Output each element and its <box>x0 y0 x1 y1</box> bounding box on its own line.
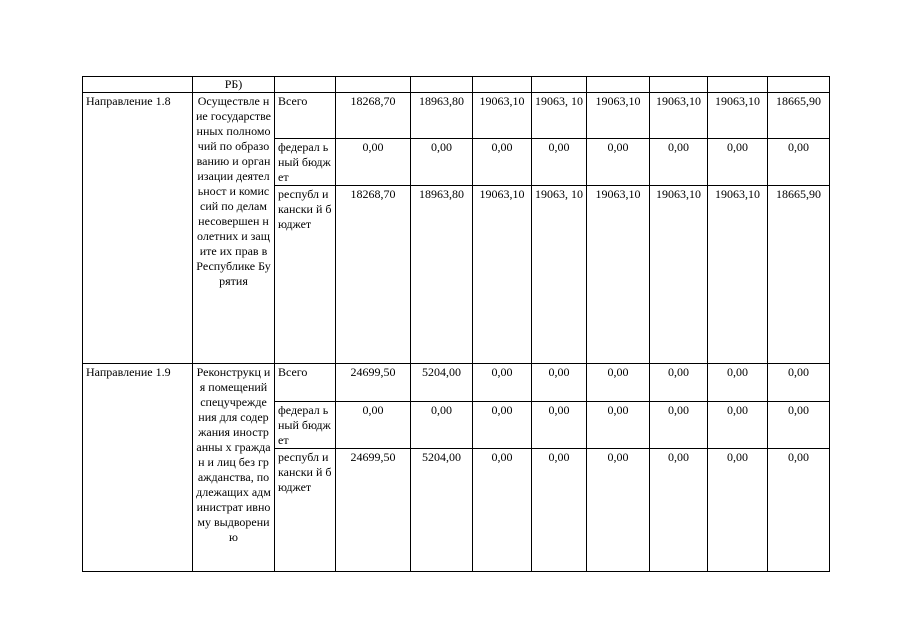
direction-cell <box>83 77 193 93</box>
value-cell: 0,00 <box>587 364 650 402</box>
value-cell: 19063,10 <box>587 93 650 139</box>
value-cell: 0,00 <box>708 139 768 186</box>
direction-label: Направление 1.8 <box>83 93 193 364</box>
value-cell <box>336 77 411 93</box>
value-cell: 19063, 10 <box>532 93 587 139</box>
value-cell <box>768 77 830 93</box>
funding-source: республ икански й бюджет <box>275 186 336 364</box>
value-cell: 0,00 <box>768 139 830 186</box>
value-cell: 18268,70 <box>336 186 411 364</box>
value-cell: 0,00 <box>708 364 768 402</box>
table-row <box>83 93 830 139</box>
value-cell: 0,00 <box>532 402 587 449</box>
value-cell: 0,00 <box>587 449 650 572</box>
value-cell: 0,00 <box>708 449 768 572</box>
value-cell: 0,00 <box>768 402 830 449</box>
value-cell: 24699,50 <box>336 449 411 572</box>
value-cell: 19063,10 <box>650 186 708 364</box>
value-cell: 0,00 <box>587 139 650 186</box>
funding-source: республ икански й бюджет <box>275 449 336 572</box>
funding-source: федерал ьный бюджет <box>275 139 336 186</box>
value-cell: 0,00 <box>473 402 532 449</box>
direction-description: Реконструкц ия помещений спецучрежде ния для содержания иностранны х граждан и лиц без гражданства, подлежащих администрат ивному выдворению <box>193 364 275 572</box>
value-cell: 19063,10 <box>587 186 650 364</box>
value-cell: 0,00 <box>532 364 587 402</box>
value-cell: 0,00 <box>768 364 830 402</box>
value-cell: 5204,00 <box>411 364 473 402</box>
value-cell: 0,00 <box>411 402 473 449</box>
value-cell <box>411 77 473 93</box>
value-cell <box>587 77 650 93</box>
value-cell: 24699,50 <box>336 364 411 402</box>
description-tail-cell: РБ) <box>193 77 275 93</box>
value-cell: 0,00 <box>411 139 473 186</box>
value-cell: 19063,10 <box>473 186 532 364</box>
direction-description: Осуществле ние государстве нных полномочий по образованию и организации деятельност и комиссий по делам несовершен нолетних и защите их прав в Республике Бурятия <box>193 93 275 364</box>
direction-label: Направление 1.9 <box>83 364 193 572</box>
value-cell <box>650 77 708 93</box>
value-cell: 19063,10 <box>650 93 708 139</box>
funding-source: Всего <box>275 364 336 402</box>
value-cell <box>532 77 587 93</box>
value-cell: 0,00 <box>473 139 532 186</box>
value-cell: 19063,10 <box>708 186 768 364</box>
value-cell: 0,00 <box>708 402 768 449</box>
value-cell: 5204,00 <box>411 449 473 572</box>
value-cell: 0,00 <box>650 402 708 449</box>
value-cell: 0,00 <box>336 139 411 186</box>
value-cell: 19063, 10 <box>532 186 587 364</box>
value-cell <box>708 77 768 93</box>
funding-source: федерал ьный бюджет <box>275 402 336 449</box>
value-cell: 0,00 <box>650 139 708 186</box>
source-cell <box>275 77 336 93</box>
value-cell: 0,00 <box>587 402 650 449</box>
value-cell: 18268,70 <box>336 93 411 139</box>
value-cell: 19063,10 <box>708 93 768 139</box>
value-cell <box>473 77 532 93</box>
table-row-continuation <box>83 77 830 93</box>
budget-table <box>82 76 830 572</box>
value-cell: 0,00 <box>650 449 708 572</box>
funding-source: Всего <box>275 93 336 139</box>
value-cell: 0,00 <box>768 449 830 572</box>
value-cell: 0,00 <box>532 449 587 572</box>
value-cell: 18963,80 <box>411 186 473 364</box>
value-cell: 18665,90 <box>768 186 830 364</box>
value-cell: 0,00 <box>473 364 532 402</box>
value-cell: 18963,80 <box>411 93 473 139</box>
table-row <box>83 364 830 402</box>
value-cell: 18665,90 <box>768 93 830 139</box>
value-cell: 19063,10 <box>473 93 532 139</box>
value-cell: 0,00 <box>650 364 708 402</box>
value-cell: 0,00 <box>473 449 532 572</box>
value-cell: 0,00 <box>336 402 411 449</box>
value-cell: 0,00 <box>532 139 587 186</box>
